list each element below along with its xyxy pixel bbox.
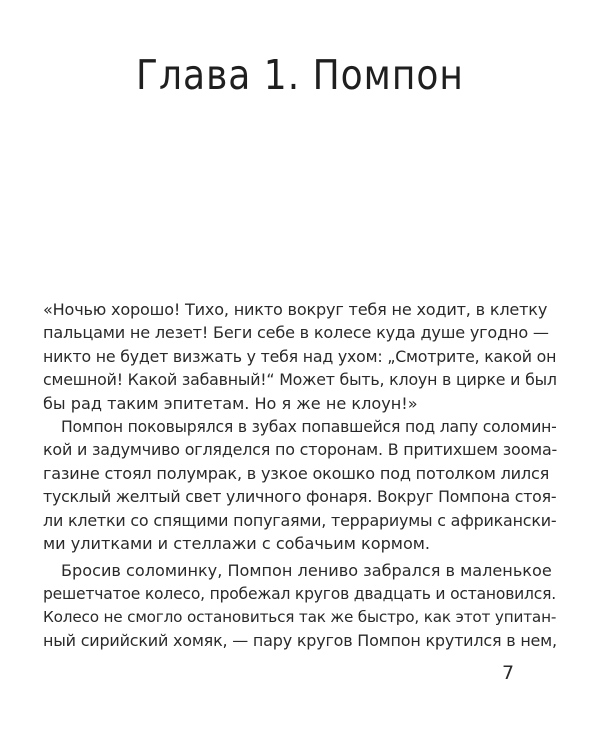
text-line: ли клетки со спящими попугаями, террариумы с африкански- — [43, 510, 557, 530]
text-line: «Ночью хорошо! Тихо, никто вокруг тебя не ходит, в клетку — [43, 300, 548, 319]
text-line: ми улитками и стеллажи с собачьим кормом. — [43, 533, 431, 553]
paragraph-3 — [43, 559, 557, 653]
chapter-title: Глава 1. Помпон — [136, 52, 464, 100]
text-line: кой и задумчиво огляделся по сторонам. В притихшем зоома- — [43, 440, 558, 460]
text-line: пальцами не лезет! Беги себе в колесе куда душе угодно — — [43, 323, 549, 343]
chapter-body — [43, 298, 557, 653]
text-line: тусклый желтый свет уличного фонаря. Вокруг Помпона стоя- — [43, 487, 557, 507]
paragraph-1 — [43, 298, 557, 415]
text-line: ный сирийский хомяк, — пару кругов Помпон крутился в нем, — [43, 631, 557, 651]
text-line: бы рад таким эпитетам. Но я же не клоун!» — [43, 393, 418, 413]
text-line: никто не будет визжать у тебя над ухом: „Смотрите, какой он — [43, 346, 557, 366]
text-line: Бросив соломинку, Помпон лениво забрался в маленькое — [61, 561, 552, 581]
text-line: решетчатое колесо, пробежал кругов двадцать и остановился. — [43, 584, 557, 603]
text-line: Помпон поковырялся в зубах попавшейся под лапу соломин- — [61, 416, 557, 436]
text-line: смешной! Какой забавный!“ Может быть, клоун в цирке и был — [43, 370, 557, 390]
page-number: 7 — [502, 662, 515, 684]
paragraph-2 — [43, 415, 557, 555]
text-line: газине стоял полумрак, в узкое окошко под потолком лился — [43, 463, 550, 483]
text-line: Колесо не смогло остановиться так же быстро, как этот упитан- — [43, 608, 557, 627]
